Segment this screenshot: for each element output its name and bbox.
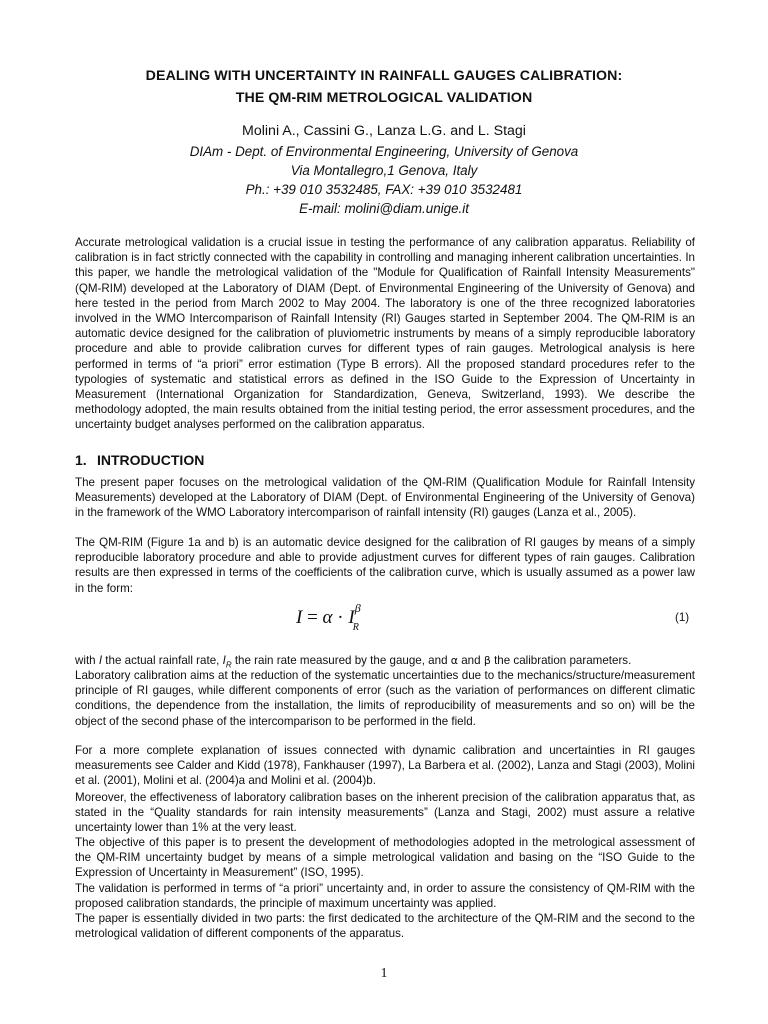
equation-equals: = [307,607,318,628]
affiliation-email: E-mail: molini@diam.unige.it [299,201,469,216]
where-beta: β [483,654,491,667]
paragraph-validation: The validation is performed in terms of “a priori” uncertainty and, in order to assure the consistency of QM-RIM with the proposed calibration standards, the principle of maximum uncertainty was applied. [75,882,695,911]
where-text-2: the actual rainfall rate, [102,654,223,667]
where-text-1: with [75,654,99,667]
equation-superscript: β [354,601,361,615]
intro-paragraph-2: The QM-RIM (Figure 1a and b) is an automatic device designed for the calibration of RI gauges by means of a simply reproducible laboratory procedure and able to provide adjustment curves for different types of rain gauges. Calibration results are then expressed in terms of the coefficients of the calibration curve, which is usually assumed as a power law in the form: [75,536,695,595]
equation-var: I [348,607,355,628]
where-text-4: and [458,654,484,667]
intro-paragraph-1: The present paper focuses on the metrological validation of the QM-RIM (Qualification Module for Rainfall Intensity Measurements) developed at the Laboratory of DIAM (Dept. of Environmental Engineering of the University of Genova) in the framework of the WMO Laboratory intercomparison of rainfall intensity (RI) gauges (Lanza et al., 2005). [75,476,695,520]
where-var-i: I [98,654,103,667]
where-var-ir: I [222,654,226,667]
where-var-ir-sub: R [225,660,232,670]
where-text-5: the calibration parameters. [490,654,632,667]
affiliation-dept: DIAm - Dept. of Environmental Engineering, University of Genova [189,144,579,159]
equation-subscript: R [352,622,359,633]
where-alpha: α [450,654,459,667]
paragraph-references: For a more complete explanation of issues connected with dynamic calibration and uncertainties in RI gauges measurements see Calder and Kidd (1978), Fankhauser (1997), La Barbera et al. (2002), Lanza and Stagi (2003), Molini et al. (2001), Molini et al. (2004)a and Molini et al. (2004)b. [75,744,695,788]
paragraph-objective: The objective of this paper is to present the development of methodologies adopted in the metrological assessment of the QM-RIM uncertainty budget by means of a simple metrological validation and basing on the “ISO Guide to the Expression of Uncertainty in Measurement” (ISO, 1995). [75,836,695,880]
paragraph-structure: The paper is essentially divided in two parts: the first dedicated to the architecture of the QM-RIM and the second to the metrological validation of different components of the apparatus. [75,912,695,941]
where-text-3: the rain rate measured by the gauge, and [231,654,451,667]
section-number: 1. [75,452,87,468]
equation-dot: · [337,607,344,628]
equation-number: (1) [675,611,690,624]
equation-alpha: α [322,607,333,628]
equation-1 [296,601,367,633]
affiliation-phone: Ph.: +39 010 3532485, FAX: +39 010 3532481 [245,182,523,197]
abstract: Accurate metrological validation is a crucial issue in testing the performance of any calibration apparatus. Reliability of calibration is in fact strictly connected with the capability in controlling and managing inherent calibration uncertainties. In this paper, we handle the metrological validation of the "Module for Qualification of Rainfall Intensity Measurements" (QM-RIM) developed at the Laboratory of DIAM (Dept. of Environmental Engineering of the University of Genova) and here tested in the period from March 2002 to May 2004. The laboratory is one of the three recognized laboratories involved in the WMO Intercomparison of Rainfall Intensity (RI) Gauges started in September 2004. The QM-RIM is an automatic device designed for the calibration of pluviometric instruments by means of a simply reproducible laboratory procedure and able to provide calibration curves for different types of rain gauges. Metrological analysis is here performed in terms of “a priori” error estimation (Type B errors). All the proposed standard procedures refer to the typologies of systematic and statistical errors as defined in the ISO Guide to the Expression of Uncertainty in Measurement (International Organization for Standardization, Geneva, Switzerland, 1993). We describe the methodology adopted, the main results obtained from the initial testing period, the error assessment procedures, and the uncertainty budget analyses performed on the calibration apparatus. [75,236,695,432]
section-title: INTRODUCTION [97,452,205,468]
paragraph-lab-calibration: Laboratory calibration aims at the reduction of the systematic uncertainties due to the mechanics/structure/measurement principle of RI gauges, while different components of error (such as the variation of performances on different climatic conditions, the dependence from the installation, the limits of reproducibility of measurements and so on) will be the object of the second phase of the intercomparison to be performed in the field. [75,669,695,728]
page-number: 1 [380,966,388,981]
author-list: Molini A., Cassini G., Lanza L.G. and L. Stagi [242,123,526,139]
title-line-1: DEALING WITH UNCERTAINTY IN RAINFALL GAUGES CALIBRATION: [145,68,623,84]
paragraph-effectiveness: Moreover, the effectiveness of laboratory calibration bases on the inherent precision of the calibration apparatus that, as stated in the “Quality standards for rain intensity measurements” (Lanza and Stagi, 2002) must assure a relative uncertainty lower than 1% at the very least. [75,791,695,835]
equation-lhs: I [296,607,303,628]
section-heading [75,452,204,468]
title-line-2: THE QM-RIM METROLOGICAL VALIDATION [235,90,533,106]
affiliation-street: Via Montallegro,1 Genova, Italy [290,163,478,178]
